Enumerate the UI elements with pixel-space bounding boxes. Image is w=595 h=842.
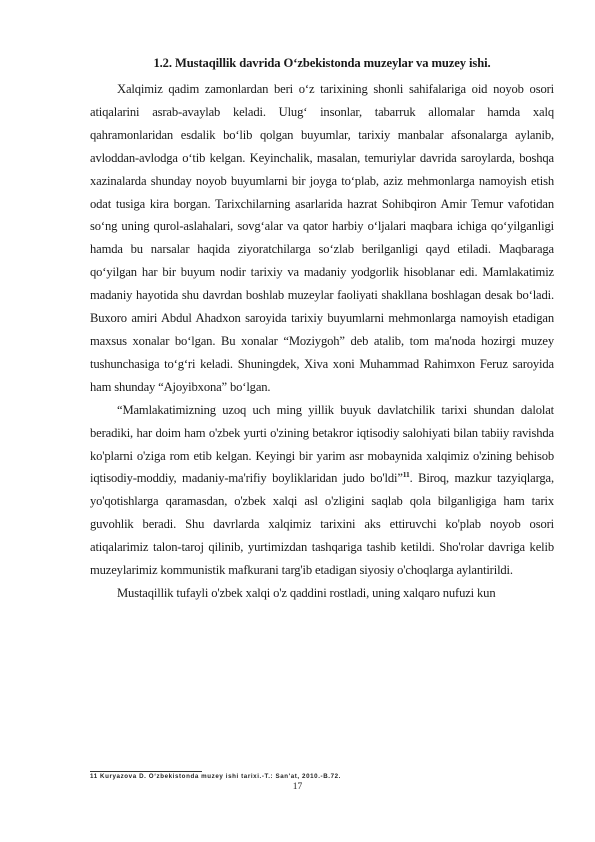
footnote-divider (90, 771, 202, 772)
section-heading: 1.2. Mustaqillik davrida O‘zbekistonda muzeylar va muzey ishi. (153, 56, 491, 70)
footnote-text: 11 Kuryazova D. O‘zbekistonda muzey ishi tarixi.-T.: San'at, 2010.-B.72. (90, 773, 341, 780)
page-number: 17 (292, 782, 303, 792)
paragraph-2 (90, 399, 554, 582)
paragraph-1: Xalqimiz qadim zamonlardan beri o‘z tarixining shonli sahifalariga oid noyob osori atiqalarini asrab-avaylab keladi. Ulug‘ insonlar, tabarruk allomalar hamda xalq qahramonlaridan esdalik bo‘lib qolgan buyumlar, tarixiy manbalar afsonalarga aylanib, avloddan-avlodga o‘tib kelgan. Keyinchalik, masalan, temuriylar davrida saroylarda, boshqa xazinalarda shunday noyob buyumlarni bir joyga to‘plab, aziz mehmonlarga namoyish etish odat tusiga kira borgan. Tarixchilarning asarlarida hazrat Sohibqiron Amir Temur vafotidan so‘ng uning qurol-aslahalari, sovg‘alar va qator harbiy o‘ljalari maqbara ichiga qo‘yilganligi hamda bu narsalar haqida ziyoratchilarga so‘zlab berilganligi qayd etiladi. Maqbaraga qo‘yilgan har bir buyum nodir tarixiy va madaniy yodgorlik hisoblanar edi. Mamlakatimiz madaniy hayotida shu davrdan boshlab muzeylar faoliyati shakllana boshlagan desak bo‘ladi. Buxoro amiri Abdul Ahadxon saroyida tarixiy buyumlarni mehmonlarga namoyish etadigan maxsus xonalar bo‘lgan. Bu xonalar “Moziygoh” deb atalib, tom ma'noda hozirgi muzey tushunchasiga to‘g‘ri keladi. Shuningdek, Xiva xoni Muhammad Rahimxon Feruz saroyida ham shunday “Ajoyibxona” bo‘lgan. (90, 82, 554, 394)
paragraph-2-text-b: . Biroq, mazkur tazyiqlarga, yo'qotishlarga qaramasdan, o'zbek xalqi asl o'zligini saqlab qola bilganligiga ham tarix guvohlik beradi. Shu davrlarda xalqimiz tarixini aks ettiruvchi ko'plab noyob osori atiqalarimiz talon-taroj qilinib, yurtimizdan tashqariga tashib ketildi. Sho'rolar davriga kelib muzeylarimiz kommunistik mafkurani targ'ib etadigan siyosiy o'choqlarga aylantirildi. (90, 471, 554, 578)
paragraph-3: Mustaqillik tufayli o'zbek xalqi o'z qaddini rostladi, uning xalqaro nufuzi kun (117, 585, 496, 600)
paragraph-2-text-a: “Mamlakatimizning uzoq uch ming yillik buyuk davlatchilik tarixi shundan dalolat beradiki, har doim ham o'zbek yurti o'zining betakror iqtisodiy salohiyati bilan tabiiy ravishda ko'plarni o'ziga rom etib kelgan. Keyingi bir yarim asr mobaynida xalqimiz o'zining behisob iqtisodiy-moddiy, madaniy-ma'rifiy boyliklaridan judo bo'ldi” (90, 402, 554, 486)
document-page (90, 52, 554, 605)
footnote-reference[interactable]: 11 (402, 470, 410, 480)
